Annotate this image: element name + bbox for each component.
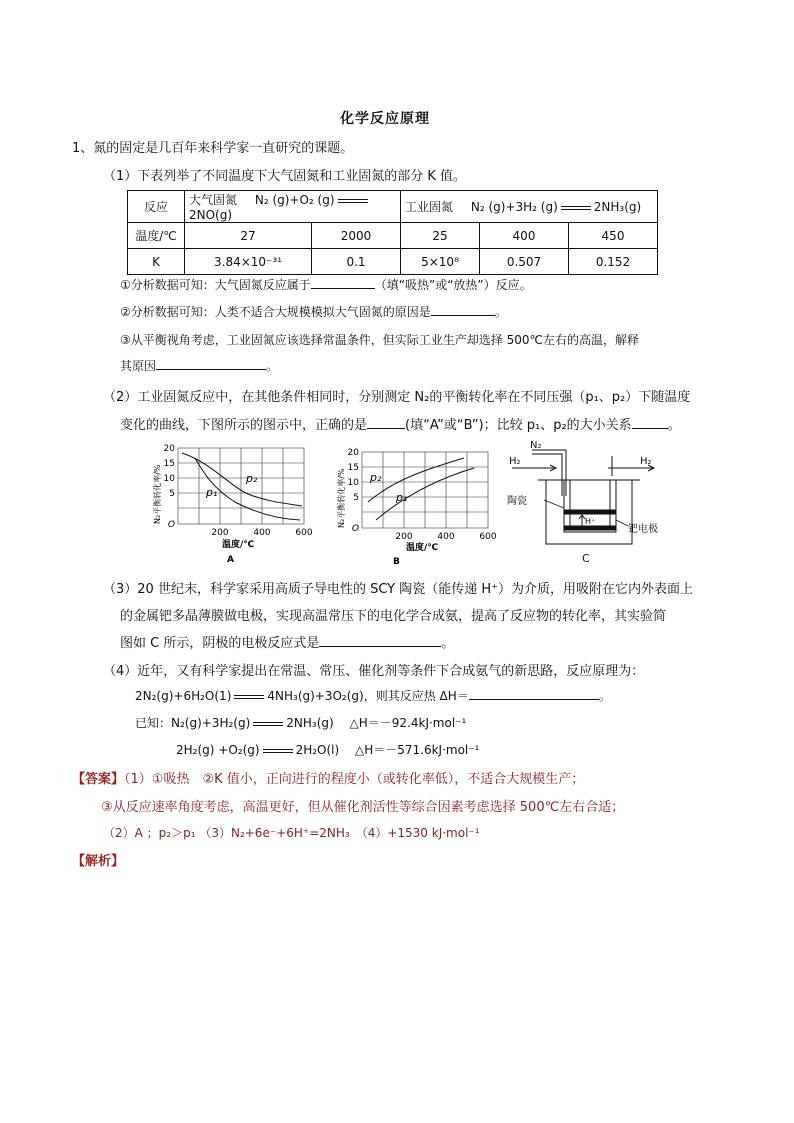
equilibrium-arrow-icon: [338, 197, 368, 205]
ytick-label: 5: [169, 489, 175, 499]
graph-b-xticks: [395, 532, 496, 542]
answer-blank: [156, 357, 266, 370]
electrode-bar: [564, 510, 616, 514]
answer-text-1: （1）①吸热 ②K 值小，正向进行的程度小（或转化率低），不适合大规模生产；: [124, 772, 585, 787]
h2-out-label: H₂: [640, 456, 652, 467]
answer-blank: [632, 416, 668, 429]
subquestion-1-text: ①分析数据可知：大气固氮反应属于: [120, 278, 311, 292]
xtick-label: 400: [437, 532, 455, 542]
part1-intro: （1）下表列举了不同温度下大气固氮和工业固氮的部分 K 值。: [103, 169, 467, 184]
graph-b-p1-label: p₁: [396, 491, 408, 504]
equilibrium-arrow-icon: [263, 747, 293, 755]
row-label-k: K: [128, 249, 185, 275]
ytick-label: 10: [347, 478, 359, 488]
subquestion-3-suffix: 。: [266, 359, 279, 373]
graph-b-curve-p2: [368, 458, 464, 502]
subquestion-2-suffix: 。: [494, 305, 507, 319]
subquestion-3-text: 其原因: [120, 359, 157, 373]
part4-line1: （4）近年，又有科学家提出在常温、常压、催化剂等条件下合成氨气的新思路，反应原理为：: [103, 664, 645, 679]
part2-line2: [120, 414, 681, 433]
graph-a-yticks: [164, 444, 176, 530]
part4-equation: [135, 687, 611, 704]
subquestion-2: [120, 303, 507, 320]
part2-text: 变化的曲线，下图所示的图示中，正确的是: [120, 418, 368, 433]
apparatus-caption: C: [582, 552, 590, 565]
n2-label: N₂: [530, 440, 542, 451]
hplus-label: H⁺: [585, 517, 596, 526]
ytick-label: 10: [163, 474, 175, 484]
answer-line2: ③从反应速率角度考虑，高温更好，但从催化剂活性等综合因素考虑选择 500℃左右合适；: [101, 800, 625, 815]
xtick-label: 600: [479, 532, 497, 542]
electrode-bar: [564, 526, 616, 530]
answer-line1: [72, 768, 584, 787]
known-label: 已知：: [135, 716, 172, 730]
answer-blank: [469, 687, 599, 700]
equation-suffix: 。: [598, 689, 611, 703]
table-cell: 400: [480, 223, 569, 249]
h2-in-label: H₂: [509, 456, 521, 467]
graph-b-ylabel: N₂平衡转化率/%: [337, 468, 346, 528]
table-cell: 25: [401, 223, 480, 249]
part3-line2: 的金属钯多晶薄膜做电极，实现高温常压下的电化学合成氨，提高了反应物的转化率，其实验简: [120, 609, 667, 624]
industrial-eq-left: N₂ (g)+3H₂ (g): [470, 200, 558, 214]
table-row-k: [128, 249, 658, 275]
subquestion-1-suffix: （填“吸热”或“放热”）反应。: [374, 278, 532, 292]
xtick-label: 400: [253, 528, 271, 538]
industrial-label: 工业固氮: [405, 200, 454, 214]
xtick-label: 600: [295, 528, 313, 538]
subquestion-1: [120, 276, 532, 293]
ytick-label: 20: [347, 448, 359, 458]
atmospheric-eq-left: N₂ (g)+O₂ (g): [254, 193, 335, 207]
part3-line3: [120, 632, 454, 651]
table-cell: 0.152: [569, 249, 658, 275]
table-cell: 3.84×10⁻³¹: [185, 249, 312, 275]
table-header-reaction: 反应: [128, 191, 185, 223]
graph-b-caption: B: [393, 557, 400, 567]
analysis-label: 【解析】: [72, 854, 125, 869]
part3-line1: （3）20 世纪末，科学家采用高质子导电性的 SCY 陶瓷（能传递 H⁺）为介质，用吸附在它内外表面上: [103, 582, 694, 597]
answer-blank: [431, 303, 495, 316]
equilibrium-arrow-icon: [234, 693, 264, 701]
equilibrium-arrow-icon: [253, 720, 283, 728]
apparatus-labels: [507, 440, 658, 565]
subquestion-3-line1: ③从平衡视角考虑，工业固氮应该选择常温条件，但实际工业生产却选择 500℃左右的高温，解释: [120, 333, 639, 347]
graph-b-xlabel: 温度/℃: [406, 543, 439, 553]
ceramic-leader: [544, 500, 564, 508]
graph-a-p2-label: p₂: [246, 472, 258, 485]
row-label-temperature: 温度/℃: [128, 223, 185, 249]
equation-right: 4NH₃(g)+3O₂(g)，则其反应热 ΔH＝: [267, 689, 469, 703]
electrode-label: 钯电极: [628, 524, 658, 535]
electrode-leader: [616, 520, 628, 526]
table-cell: 0.1: [312, 249, 401, 275]
subquestion-3-line2: [120, 357, 278, 374]
origin-label: O: [351, 524, 359, 534]
part3-suffix: 。: [441, 636, 455, 651]
part2-text-2: (填“A”或“B”)；比较 p₁、p₂的大小关系: [405, 418, 632, 433]
equation-left: 2N₂(g)+6H₂O(1): [135, 689, 232, 703]
answer-blank: [311, 276, 375, 289]
page-title: 化学反应原理: [340, 111, 430, 127]
ytick-label: 15: [347, 463, 359, 473]
question-stem: 1、氮的固定是几百年来科学家一直研究的课题。: [72, 141, 354, 156]
industrial-eq-right: 2NH₃(g): [593, 200, 642, 214]
part3-text: 图如 C 所示，阴极的电极反应式是: [120, 636, 320, 651]
graph-b-p2-label: p₂: [370, 471, 382, 484]
known-eq-1: [135, 714, 466, 731]
graph-a-curve-p2: [182, 453, 302, 506]
table-cell: 5×10⁸: [401, 249, 480, 275]
graph-b-yticks: [348, 448, 360, 534]
atmospheric-eq-right: 2NO(g): [189, 208, 233, 222]
graph-a-ylabel: N₂平衡转化率/%: [153, 464, 162, 524]
n2-inlet-pipe: [532, 450, 566, 496]
known-eq-2: [176, 741, 479, 758]
graph-a: [152, 444, 313, 565]
table-header-industrial: [401, 191, 658, 223]
ceramic-label: 陶瓷: [507, 496, 527, 507]
part2-suffix: 。: [667, 418, 681, 433]
graph-a-xticks: [211, 528, 312, 538]
table-cell: 2000: [312, 223, 401, 249]
table-row-temperature: [128, 223, 658, 249]
answer-blank: [319, 634, 441, 647]
answer-line3: （2）A ；p₂＞p₁ （3）N₂+6e⁻+6H⁺=2NH₃ （4）+1530 kJ·mol⁻¹: [103, 826, 480, 840]
graph-a-caption: A: [227, 555, 234, 565]
xtick-label: 200: [395, 532, 413, 542]
graph-a-xlabel: 温度/℃: [222, 540, 255, 550]
answer-label: 【答案】: [72, 772, 125, 787]
table-header-atmospheric: [185, 191, 401, 223]
graph-a-p1-label: p₁: [206, 486, 218, 499]
origin-label: O: [167, 520, 175, 530]
subquestion-2-text: ②分析数据可知：人类不适合大规模模拟大气固氮的原因是: [120, 305, 431, 319]
ytick-label: 15: [163, 459, 175, 469]
known-eq-1-left: N₂(g)+3H₂(g): [171, 716, 251, 730]
table-cell: 27: [185, 223, 312, 249]
ytick-label: 5: [353, 493, 359, 503]
part2-line1: （2）工业固氮反应中，在其他条件相同时，分别测定 N₂的平衡转化率在不同压强（p₁、p₂）下随温度: [103, 390, 691, 405]
xtick-label: 200: [211, 528, 229, 538]
figures-row: [140, 436, 680, 570]
n2-inlet-pipe-inner: [532, 454, 562, 496]
known-eq-2-left: 2H₂(g) +O₂(g): [176, 743, 260, 757]
k-value-table: [127, 190, 658, 275]
table-cell: 450: [569, 223, 658, 249]
answer-blank: [367, 416, 405, 429]
atmospheric-label: 大气固氮: [189, 193, 238, 207]
graph-b: [336, 448, 497, 567]
known-eq-2-right: 2H₂O(l) △H＝－571.6kJ·mol⁻¹: [295, 743, 480, 757]
table-cell: 0.507: [480, 249, 569, 275]
equilibrium-arrow-icon: [561, 204, 591, 212]
known-eq-1-right: 2NH₃(g) △H＝－92.4kJ·mol⁻¹: [286, 716, 467, 730]
ytick-label: 20: [163, 444, 175, 454]
